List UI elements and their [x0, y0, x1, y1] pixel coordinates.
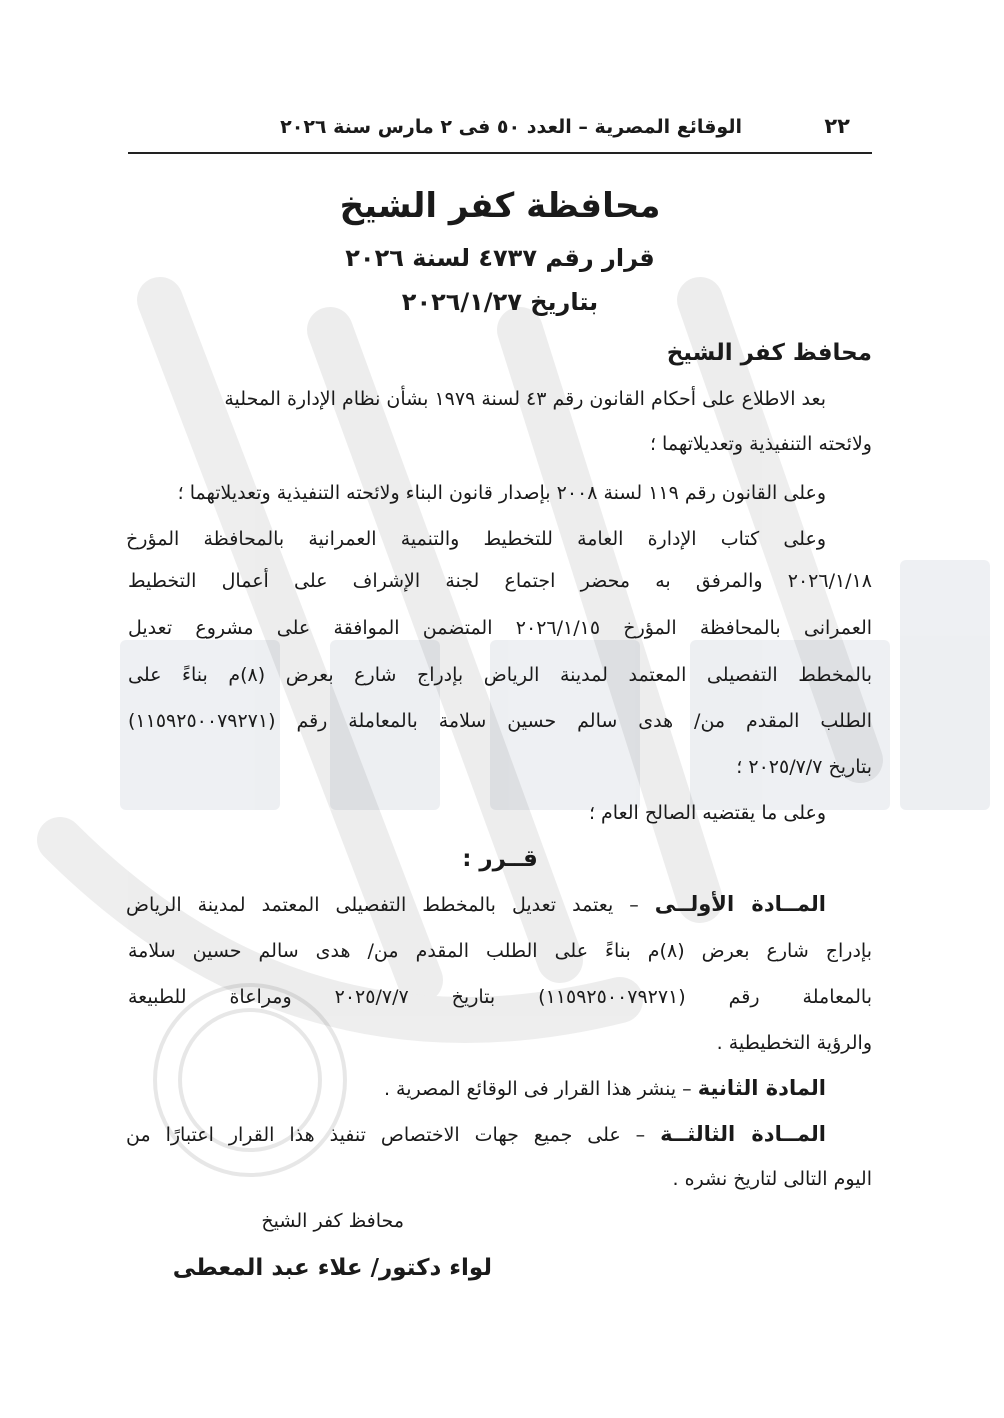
decree-number: قرار رقم ٤٧٣٧ لسنة ٢٠٢٦: [345, 244, 655, 272]
article-3-line: [126, 1122, 826, 1147]
decides-heading: قــرر :: [462, 846, 538, 872]
article-1-line: [126, 892, 826, 917]
decree-date: بتاريخ ٢٠٢٦/١/٢٧: [401, 288, 599, 316]
article-3-title: المــادة الثالثــة: [660, 1122, 826, 1146]
governorate-title: محافظة كفر الشيخ: [339, 186, 661, 226]
preamble-line: وعلى ما يقتضيه الصالح العام ؛: [588, 802, 826, 824]
article-1-title: المــادة الأولــى: [654, 892, 826, 916]
article-2-line: [126, 1076, 826, 1101]
article-1-line: بالمعاملة رقم (١١٥٩٢٥٠٠٧٩٢٧١) بتاريخ ٢٠٢٥/٧/٧ ومراعاة للطبيعة: [128, 986, 872, 1008]
article-2-title: المادة الثانية: [697, 1076, 826, 1100]
preamble-line: بالمخطط التفصيلى المعتمد لمدينة الرياض بإدراج شارع بعرض (٨)م بناءً على: [128, 664, 872, 686]
preamble-line: بعد الاطلاع على أحكام القانون رقم ٤٣ لسنة ١٩٧٩ بشأن نظام الإدارة المحلية: [224, 388, 826, 410]
issuer-heading: محافظ كفر الشيخ: [666, 340, 872, 366]
preamble-line: ولائحته التنفيذية وتعديلاتهما ؛: [649, 433, 872, 455]
signature-role: محافظ كفر الشيخ: [261, 1210, 404, 1232]
article-1-text: – يعتمد تعديل بالمخطط التفصيلى المعتمد لمدينة الرياض: [126, 894, 639, 916]
page-number: ٢٢: [824, 114, 850, 138]
article-3-line: اليوم التالى لتاريخ نشره .: [672, 1168, 872, 1190]
preamble-line: العمرانى بالمحافظة المؤرخ ٢٠٢٦/١/١٥ المتضمن الموافقة على مشروع تعديل: [128, 617, 873, 639]
preamble-line: الطلب المقدم من/ هدى سالم حسين سلامة بالمعاملة رقم (١١٥٩٢٥٠٠٧٩٢٧١): [128, 710, 872, 732]
signature-name: لواء دكتور/ علاء عبد المعطى: [172, 1255, 492, 1281]
running-head: الوقائع المصرية – العدد ٥٠ فى ٢ مارس سنة ٢٠٢٦: [280, 116, 742, 138]
article-3-text: – على جميع جهات الاختصاص تنفيذ هذا القرار اعتبارًا من: [126, 1124, 646, 1146]
preamble-line: ٢٠٢٦/١/١٨ والمرفق به محضر اجتماع لجنة الإشراف على أعمال التخطيط: [128, 570, 872, 592]
preamble-line: وعلى القانون رقم ١١٩ لسنة ٢٠٠٨ بإصدار قانون البناء ولائحته التنفيذية وتعديلاتهما ؛: [177, 482, 826, 504]
article-1-line: بإدراج شارع بعرض (٨)م بناءً على الطلب المقدم من/ هدى سالم حسين سلامة: [128, 940, 872, 962]
page-header: [128, 112, 872, 154]
preamble-line: بتاريخ ٢٠٢٥/٧/٧ ؛: [736, 756, 872, 778]
article-1-line: والرؤية التخطيطية .: [716, 1032, 872, 1054]
article-2-text: – ينشر هذا القرار فى الوقائع المصرية .: [383, 1078, 692, 1100]
preamble-line: وعلى كتاب الإدارة العامة للتخطيط والتنمية العمرانية بالمحافظة المؤرخ: [126, 528, 826, 550]
